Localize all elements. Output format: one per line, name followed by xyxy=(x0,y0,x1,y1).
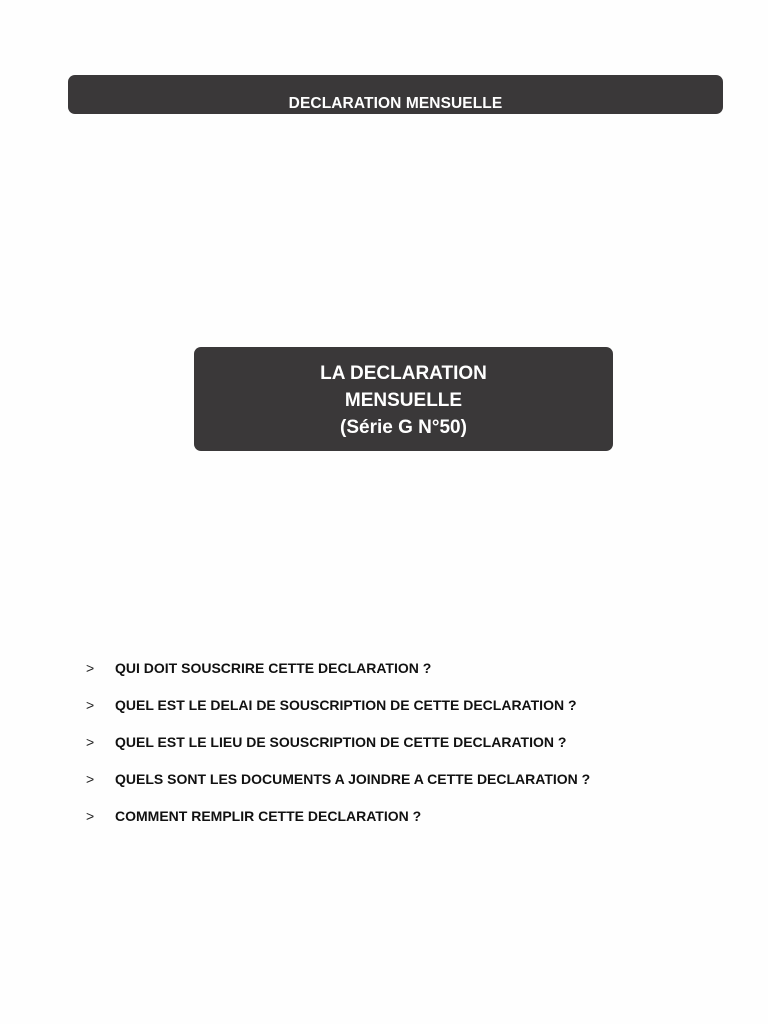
header-bar xyxy=(68,75,723,114)
bullet-icon: > xyxy=(86,771,95,787)
question-text: QUI DOIT SOUSCRIRE CETTE DECLARATION ? xyxy=(115,660,432,676)
question-item xyxy=(86,659,706,696)
question-text: QUELS SONT LES DOCUMENTS A JOINDRE A CETTE DECLARATION ? xyxy=(115,771,591,787)
header-title: DECLARATION MENSUELLE xyxy=(288,95,503,112)
title-box xyxy=(194,347,613,451)
bullet-icon: > xyxy=(86,660,95,676)
bullet-icon: > xyxy=(86,808,95,824)
question-item xyxy=(86,770,706,807)
question-text: QUEL EST LE LIEU DE SOUSCRIPTION DE CETTE DECLARATION ? xyxy=(115,734,567,750)
bullet-icon: > xyxy=(86,697,95,713)
question-item xyxy=(86,696,706,733)
question-item xyxy=(86,733,706,770)
question-text: QUEL EST LE DELAI DE SOUSCRIPTION DE CETTE DECLARATION ? xyxy=(115,697,577,713)
title-line-2: MENSUELLE xyxy=(344,390,463,411)
title-line-1: LA DECLARATION xyxy=(320,363,487,384)
question-text: COMMENT REMPLIR CETTE DECLARATION ? xyxy=(115,808,422,824)
bullet-icon: > xyxy=(86,734,95,750)
question-list xyxy=(86,659,706,844)
title-line-3: (Série G N°50) xyxy=(340,417,467,438)
question-item xyxy=(86,807,706,844)
